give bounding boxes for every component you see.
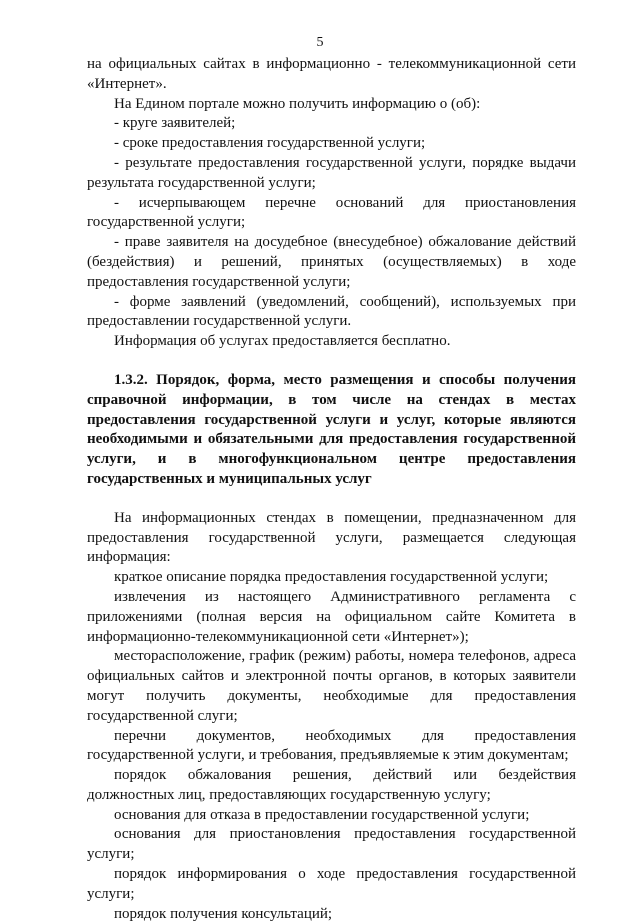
- list-item: - праве заявителя на досудебное (внесудебное) обжалование действий (бездействия) и решений, принятых (осуществляемых) в ходе предоставления государственной услуги;: [87, 234, 576, 290]
- body-paragraph: основания для отказа в предоставлении государственной услуги;: [114, 806, 530, 823]
- intro-paragraph: На Едином портале можно получить информацию о (об):: [114, 95, 481, 112]
- body-paragraph: На информационных стендах в помещении, предназначенном для предоставления государственной услуги, размещается следующая информация:: [87, 509, 576, 566]
- list-item: - круге заявителей;: [114, 115, 236, 132]
- section-heading: 1.3.2. Порядок, форма, место размещения и способы получения справочной информации, в том числе на стендах в местах предоставления государственной услуги и услуг, которые являются необходимыми и обязательными для предоставления государственной услуги, и в многофункциональном центре предоставления государственных и муниципальных услуг: [87, 371, 576, 487]
- body-paragraph: перечни документов, необходимых для предоставления государственной услуги, и требования, предъявляемые к этим документам;: [87, 727, 576, 764]
- intro-paragraph: Информация об услугах предоставляется бесплатно.: [114, 333, 451, 350]
- body-paragraph: основания для приостановления предоставления государственной услуги;: [87, 826, 576, 863]
- intro-paragraph: на официальных сайтах в информационно - телекоммуникационной сети «Интернет».: [87, 56, 576, 92]
- list-item: - сроке предоставления государственной услуги;: [114, 135, 426, 152]
- list-item: - результате предоставления государственной услуги, порядке выдачи результата государственной услуги;: [87, 154, 576, 191]
- list-item: - исчерпывающем перечне оснований для приостановления государственной услуги;: [87, 194, 576, 231]
- body-paragraph: порядок информирования о ходе предоставления государственной услуги;: [87, 866, 576, 902]
- body-paragraph: порядок обжалования решения, действий или бездействия должностных лиц, предоставляющих государственную услугу;: [87, 767, 576, 803]
- page-number: 5: [316, 35, 324, 50]
- body-paragraph: месторасположение, график (режим) работы, номера телефонов, адреса официальных сайтов и электронной почты органов, в которых заявители могут получить документы, необходимые для предоставления государственной слуги;: [87, 648, 576, 724]
- list-item: - форме заявлений (уведомлений, сообщений), используемых при предоставлении государственной услуги.: [87, 293, 576, 330]
- page-content: [87, 55, 576, 924]
- body-paragraph: краткое описание порядка предоставления государственной услуги;: [114, 569, 549, 586]
- body-paragraph: порядок получения консультаций;: [114, 905, 333, 922]
- body-paragraph: извлечения из настоящего Административного регламента с приложениями (полная версия на официальном сайте Комитета в информационно-телекоммуникационной сети «Интернет»);: [87, 588, 576, 645]
